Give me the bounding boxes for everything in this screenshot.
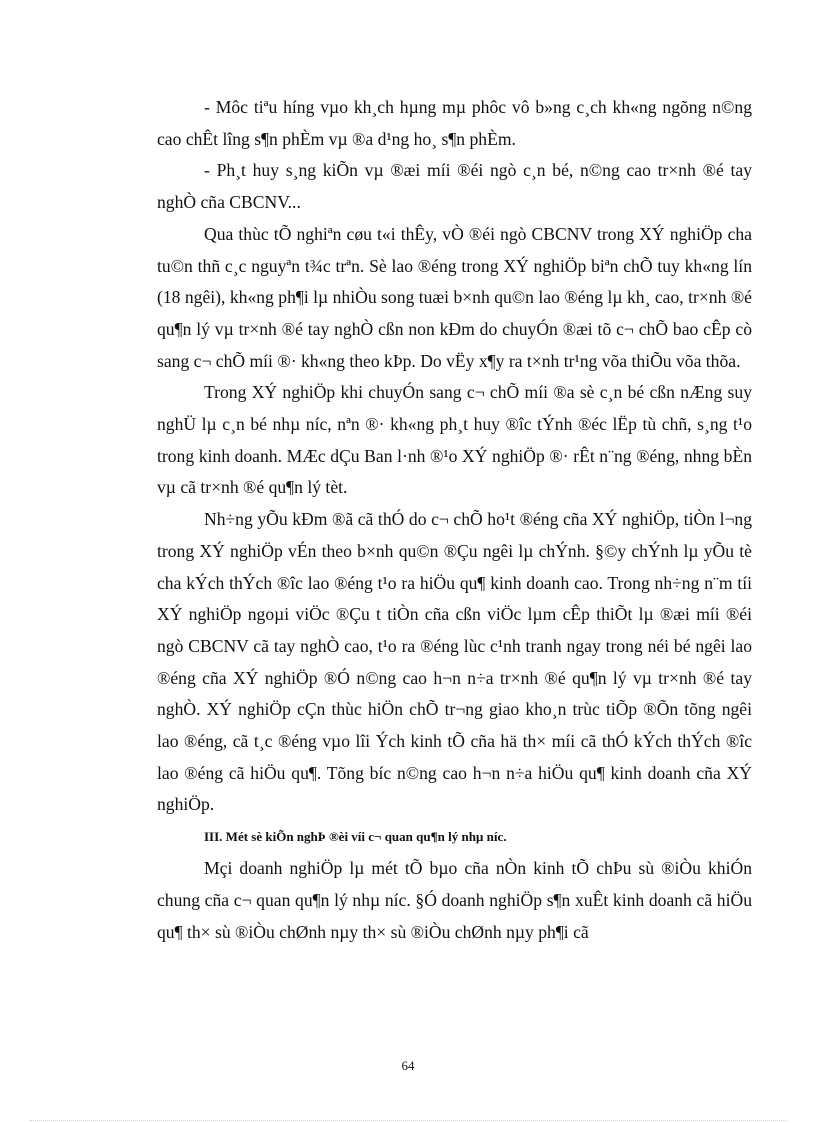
paragraph-weaknesses: Nh÷ng yÕu kÐm ®ã cã thÓ do c¬ chÕ ho¹t ®éng cña XÝ nghiÖp, tiÒn l¬ng trong XÝ nghiÖp vÉn theo b×nh qu©n ®Çu ngêi lµ chÝnh. §©y chÝnh lµ yÕu tè cha kÝch thÝch ®îc lao ®éng t¹o ra hiÖu qu¶ kinh doanh cao. Trong nh÷ng n¨m tíi XÝ nghiÖp ngoµi viÖc ®Çu t tiÒn cña cßn viÖc lµm cÊp thiÕt lµ ®æi míi ®éi ngò CBCNV cã tay nghÒ cao, t¹o ra ®éng lùc c¹nh tranh ngay trong néi bé ngêi lao ®éng cña XÝ nghiÖp ®Ó n©ng cao h¬n n÷a tr×nh ®é qu¶n lý vµ tr×nh ®é tay nghÒ. XÝ nghiÖp cÇn thùc hiÖn chÕ tr¬ng giao kho¸n trùc tiÕp ®Õn tõng ngêi lao ®éng, cã t¸c ®éng vµo lîi Ých kinh tÕ cña hä th× míi cã thÓ kÝch thÝch ®îc lao ®éng cã hiÖu qu¶. Tõng bíc n©ng cao h¬n n÷a hiÖu qu¶ kinh doanh cña XÝ nghiÖp. <box>157 509 752 815</box>
paragraph-enterprise-cell: Mçi doanh nghiÖp lµ mét tÕ bµo cña nÒn kinh tÕ chÞu sù ®iÒu khiÓn chung cña c¬ quan qu¶n lý nhµ níc. §Ó doanh nghiÖp s¶n xuÊt kinh doanh cã hiÖu qu¶ th× sù ®iÒu chØnh nµy th× sù ®iÒu chØnh nµy ph¶i cã <box>157 858 752 942</box>
body-text <box>157 92 752 948</box>
paragraph-goal-customers: - Môc tiªu híng vµo kh¸ch hµng mµ phôc vô b»ng c¸ch kh«ng ngõng n©ng cao chÊt lîng s¶n phÈm vµ ®a d¹ng ho¸ s¶n phÈm. <box>157 97 752 149</box>
paragraph-research-findings: Qua thùc tÕ nghiªn cøu t«i thÊy, vÒ ®éi ngò CBCNV trong XÝ nghiÖp cha tu©n thñ c¸c nguyªn t¾c trªn. Sè lao ®éng trong XÝ nghiÖp biªn chÕ tuy kh«ng lín (18 ngêi), kh«ng ph¶i lµ nhiÒu song tuæi b×nh qu©n lao ®éng lµ kh¸ cao, tr×nh ®é qu¶n lý vµ tr×nh ®é tay nghÒ cßn non kÐm do chuyÓn ®æi tõ c¬ chÕ bao cÊp cò sang c¬ chÕ míi ®· kh«ng theo kÞp. Do vËy x¶y ra t×nh tr¹ng võa thiÕu võa thõa. <box>157 223 752 371</box>
section-heading: III. Mét sè kiÕn nghÞ ®èi víi c¬ quan qu¶n lý nhµ níc. <box>204 829 507 845</box>
paragraph-innovation: - Ph¸t huy s¸ng kiÕn vµ ®æi míi ®éi ngò c¸n bé, n©ng cao tr×nh ®é tay nghÒ cña CBCNV... <box>157 160 752 213</box>
page-bottom-divider <box>30 1120 786 1121</box>
paragraph-mechanism-change: Trong XÝ nghiÖp khi chuyÓn sang c¬ chÕ míi ®a sè c¸n bé cßn nÆng suy nghÜ lµ c¸n bé nhµ níc, nªn ®· kh«ng ph¸t huy ®îc tÝnh ®éc lËp tù chñ, s¸ng t¹o trong kinh doanh. MÆc dÇu Ban l·nh ®¹o XÝ nghiÖp ®· rÊt n¨ng ®éng, nhng bÈn vµ cã tr×nh ®é qu¶n lý tèt. <box>157 382 752 498</box>
page-number: 64 <box>401 1058 415 1073</box>
